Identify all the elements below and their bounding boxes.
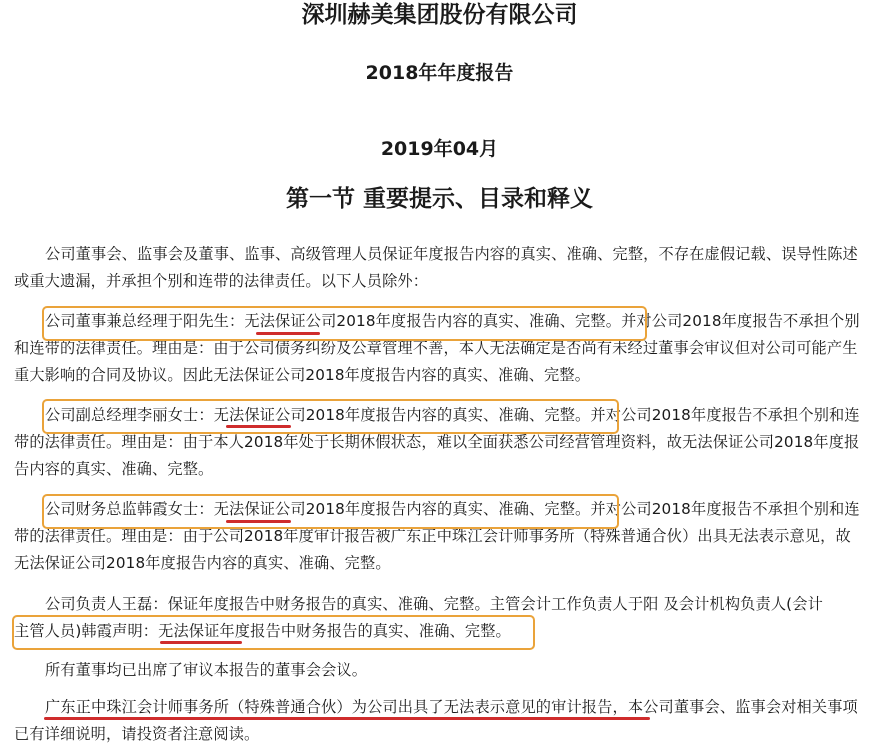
statement-han-xia-lead: 公司财务总监韩霞女士：无法保证公司2018年度报告内容的真实、准确、完整。 — [45, 500, 591, 518]
section-title: 第一节 重要提示、目录和释义 — [285, 186, 593, 212]
report-title: 2018年年度报告 — [365, 62, 514, 84]
audit-statement — [14, 694, 864, 748]
statement-han-xia — [14, 496, 864, 577]
company-name: 深圳赫美集团股份有限公司 — [301, 2, 578, 28]
statement-yu-yang-lead: 公司董事兼总经理于阳先生：无法保证公司2018年度报告内容的真实、准确、完整。 — [45, 312, 622, 330]
statement-wang-lei-start: 公司负责人王磊：保证年度报告中财务报告的真实、准确、完整。主管会计工作负责人于阳 及会计机构负责人(会计 — [45, 595, 823, 613]
statement-wang-lei-boxed: 主管人员)韩霞声明：无法保证年度报告中财务报告的真实、准确、完整。 — [14, 622, 511, 640]
audit-statement-underlined: 广东正中珠江会计师事务所（特殊普通合伙）为公司出具了无法表示意见的审计报告 — [45, 698, 613, 716]
attendance-statement: 所有董事均已出席了审议本报告的董事会会议。 — [45, 661, 368, 679]
statement-yu-yang-rest: 并对公司2018年度报告不承担个别和连带的法律责任。理由是：由于公司债务纠纷及公章管理不善，本人无法确定是否尚有未经过董事会审议但对公司可能产生重大影响的合同及协议。因此无法保证公司2018年度报告内容的真实、准确、完整。 — [14, 312, 860, 384]
statement-li-li-rest: 并对公司2018年度报告不承担个别和连带的法律责任。理由是：由于本人2018年处于长期休假状态，难以全面获悉公司经营管理资料，故无法保证公司2018年度报告内容的真实、准确、完整。 — [14, 406, 860, 478]
intro-paragraph: 公司董事会、监事会及董事、监事、高级管理人员保证年度报告内容的真实、准确、完整，不存在虚假记载、误导性陈述或重大遗漏，并承担个别和连带的法律责任。以下人员除外： — [14, 245, 858, 290]
statement-han-xia-rest: 并对公司2018年度报告不承担个别和连带的法律责任。理由是：由于公司2018年度审计报告被广东正中珠江会计师事务所（特殊普通合伙）出具无法表示意见，故无法保证公司2018年度报告内容的真实、准确、完整。 — [14, 500, 860, 572]
statement-yu-yang — [14, 308, 864, 389]
statement-li-li-lead: 公司副总经理李丽女士：无法保证公司2018年度报告内容的真实、准确、完整。 — [45, 406, 591, 424]
statement-wang-lei — [14, 591, 864, 645]
statement-li-li — [14, 402, 864, 483]
report-date: 2019年04月 — [380, 138, 499, 160]
audit-statement-rest: ，本公司董事会、监事会对相关事项已有详细说明，请投资者注意阅读。 — [14, 698, 858, 743]
